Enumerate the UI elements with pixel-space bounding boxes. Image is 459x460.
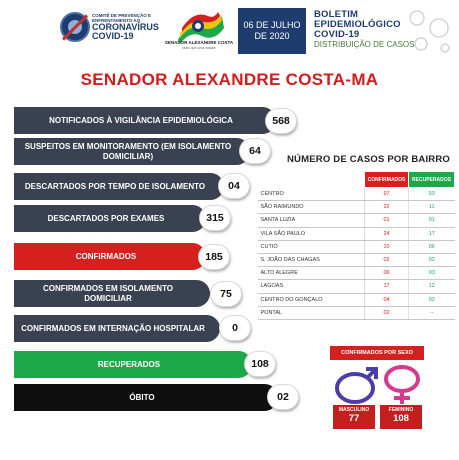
neighborhood-name: SÃO RAIMUNDO [258,201,365,214]
stat-discarded-exams-value: 315 [200,206,230,230]
recovered-count: 06 [409,240,455,253]
recovered-count: 12 [409,280,455,293]
committee-big-text-1: CORONAVÍRUS [92,22,159,32]
table-row [258,214,455,227]
city-logo-caption: SENADOR ALEXANDRE COSTA [164,40,234,45]
stat-discarded-isolation-label: DESCARTADOS POR TEMPO DE ISOLAMENTO [24,181,206,191]
stat-confirmed-hospital-bar [14,315,220,342]
stat-confirmed-label: CONFIRMADOS [75,251,137,261]
confirmed-count: 10 [365,240,409,253]
confirmed-count: 17 [365,280,409,293]
female-label: FEMININO [388,407,414,413]
stat-notified-value: 568 [266,109,296,133]
stat-confirmed-home-label: CONFIRMADOS EM ISOLAMENTO DOMICILIAR [42,284,174,303]
female-count-box [380,405,422,429]
virus-icon [60,12,90,42]
confirmed-count: 02 [365,253,409,266]
female-value: 108 [393,413,409,424]
bulletin-line-4: DISTRIBUIÇÃO DE CASOS [314,40,415,49]
header-blank [258,172,365,188]
sex-section-title: CONFIRMADOS POR SEXO [330,346,424,360]
table-row [258,293,455,306]
recovered-count: -- [409,306,455,319]
stat-discarded-isolation-bar [14,173,224,200]
stat-death-label: ÓBITO [129,392,155,402]
neighborhood-table-header [258,172,455,188]
recovered-count: 17 [409,227,455,240]
confirmed-count: 01 [365,214,409,227]
bulletin-line-2: EPIDEMIOLÓGICO [314,19,401,30]
stat-confirmed-home-bar [14,280,210,307]
stat-notified-bar [14,107,276,134]
bulletin-line-3: COVID-19 [314,29,360,40]
stat-suspects-bar [14,138,250,165]
neighborhood-name: SANTA LUZIA [258,214,365,227]
stat-suspects-value: 64 [240,139,270,163]
neighborhood-name: CENTRO DO GONÇALO [258,293,365,306]
neighborhood-name: S. JOÃO DAS CHAGAS [258,253,365,266]
header-confirmed: CONFIRMADOS [365,172,409,188]
recovered-count: 11 [409,201,455,214]
stat-discarded-exams-label: DESCARTADOS POR EXAMES [47,213,165,223]
stat-notified-label: NOTIFICADOS À VIGILÂNCIA EPIDEMIOLÓGICA [49,115,233,125]
table-row [258,306,455,319]
neighborhood-name: LAGOAS [258,280,365,293]
neighborhood-name: VILA SÃO PAULO [258,227,365,240]
table-row [258,227,455,240]
bulletin-line-1: BOLETIM [314,9,359,20]
recovered-count: 53 [409,188,455,201]
neighborhood-name: CUTIÓ [258,240,365,253]
virus-pattern-decoration [405,6,455,56]
stat-recovered-value: 108 [245,352,275,376]
confirmed-count: 97 [365,188,409,201]
male-label: MASCULINO [338,407,370,413]
date-box [238,8,306,54]
neighborhood-name: ALTO ALEGRE [258,267,365,280]
confirmed-count: 02 [365,306,409,319]
date-line-1: 06 DE JULHO [243,20,301,30]
stat-recovered-label: RECUPERADOS [97,359,161,369]
stat-discarded-exams-bar [14,205,206,232]
confirmed-count: 06 [365,267,409,280]
confirmed-count: 22 [365,201,409,214]
stat-confirmed-hospital-value: 0 [220,316,250,340]
table-row [258,253,455,266]
stat-suspects-label: SUSPEITOS EM MONITORAMENTO (EM ISOLAMENTO DOMICILIAR) [24,142,232,161]
stat-confirmed-bar [14,243,206,270]
male-value: 77 [348,413,360,424]
header-recovered: RECUPERADOS [409,172,455,188]
recovered-count: 03 [409,293,455,306]
neighborhood-table-title: NÚMERO DE CASOS POR BAIRRO [287,154,451,165]
stat-death-value: 02 [268,385,298,409]
stat-confirmed-hospital-label: CONFIRMADOS EM INTERNAÇÃO HOSPITALAR [21,323,205,333]
recovered-count: 01 [409,214,455,227]
table-row [258,188,455,201]
committee-small-text: COMITÊ DE PREVENÇÃO E ENFRENTAMENTO AO [92,13,152,23]
city-logo-subtitle: Mais que uma cidade [182,46,216,50]
table-row [258,201,455,214]
table-row [258,240,455,253]
recovered-count: 03 [409,267,455,280]
stat-recovered-bar [14,351,252,378]
committee-logo-text [92,13,162,41]
table-row [258,267,455,280]
confirmed-count: 24 [365,227,409,240]
neighborhood-name: CENTRO [258,188,365,201]
page-title: SENADOR ALEXANDRE COSTA-MA [80,70,379,89]
neighborhood-table [257,171,455,320]
header [0,0,459,62]
male-symbol-icon [331,362,379,410]
table-row [258,280,455,293]
recovered-count: 02 [409,253,455,266]
neighborhood-name: PONTAL [258,306,365,319]
stat-discarded-isolation-value: 04 [219,174,249,198]
male-count-box [333,405,375,429]
committee-big-text-2: COVID-19 [92,31,134,41]
stat-confirmed-value: 185 [199,245,229,269]
stat-death-bar [14,384,278,411]
stat-confirmed-home-value: 75 [211,282,241,306]
date-line-2: DE 2020 [254,31,290,41]
confirmed-count: 04 [365,293,409,306]
